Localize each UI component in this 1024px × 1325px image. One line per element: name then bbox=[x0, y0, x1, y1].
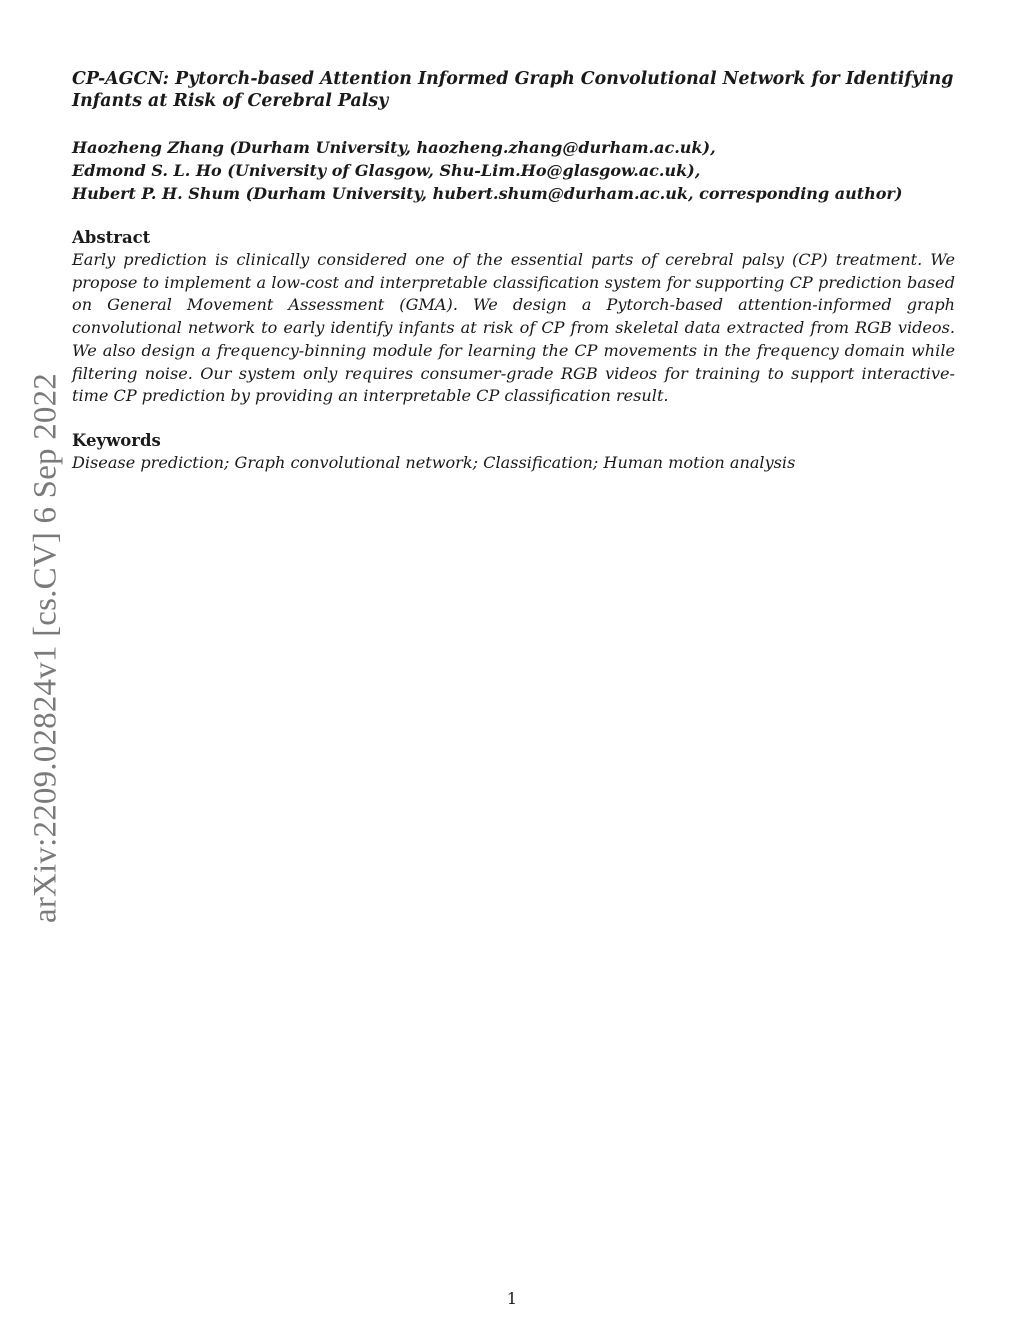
abstract-heading: Abstract bbox=[72, 228, 151, 247]
keywords-heading: Keywords bbox=[72, 430, 161, 450]
author-line: Hubert P. H. Shum (Durham University, hubert.shum@durham.ac.uk, corresponding author) bbox=[72, 184, 903, 203]
author-list bbox=[72, 136, 955, 205]
keywords-text: Disease prediction; Graph convolutional network; Classification; Human motion analysis bbox=[72, 452, 796, 472]
author-line: Edmond S. L. Ho (University of Glasgow, Shu-Lim.Ho@glasgow.ac.uk), bbox=[72, 161, 701, 180]
author-line: Haozheng Zhang (Durham University, haozheng.zhang@durham.ac.uk), bbox=[72, 138, 716, 157]
arxiv-identifier-stamp[interactable]: arXiv:2209.02824v1 [cs.CV] 6 Sep 2022 bbox=[27, 372, 64, 924]
page-number: 1 bbox=[506, 1289, 518, 1308]
paper-title: CP-AGCN: Pytorch-based Attention Informed Graph Convolutional Network for Identifying Infants at Risk of Cerebral Palsy bbox=[72, 69, 954, 111]
abstract-text: Early prediction is clinically considered one of the essential parts of cerebral palsy (CP) treatment. We propose to implement a low-cost and interpretable classification system for supporting CP prediction based on General Movement Assessment (GMA). We design a Pytorch-based attention-informed graph convolutional network to early identify infants at risk of CP from skeletal data extracted from RGB videos. We also design a frequency-binning module for learning the CP movements in the frequency domain while filtering noise. Our system only requires consumer-grade RGB videos for training to support interactive-time CP prediction by providing an interpretable CP classification result. bbox=[72, 250, 955, 406]
paper-content bbox=[72, 68, 955, 490]
